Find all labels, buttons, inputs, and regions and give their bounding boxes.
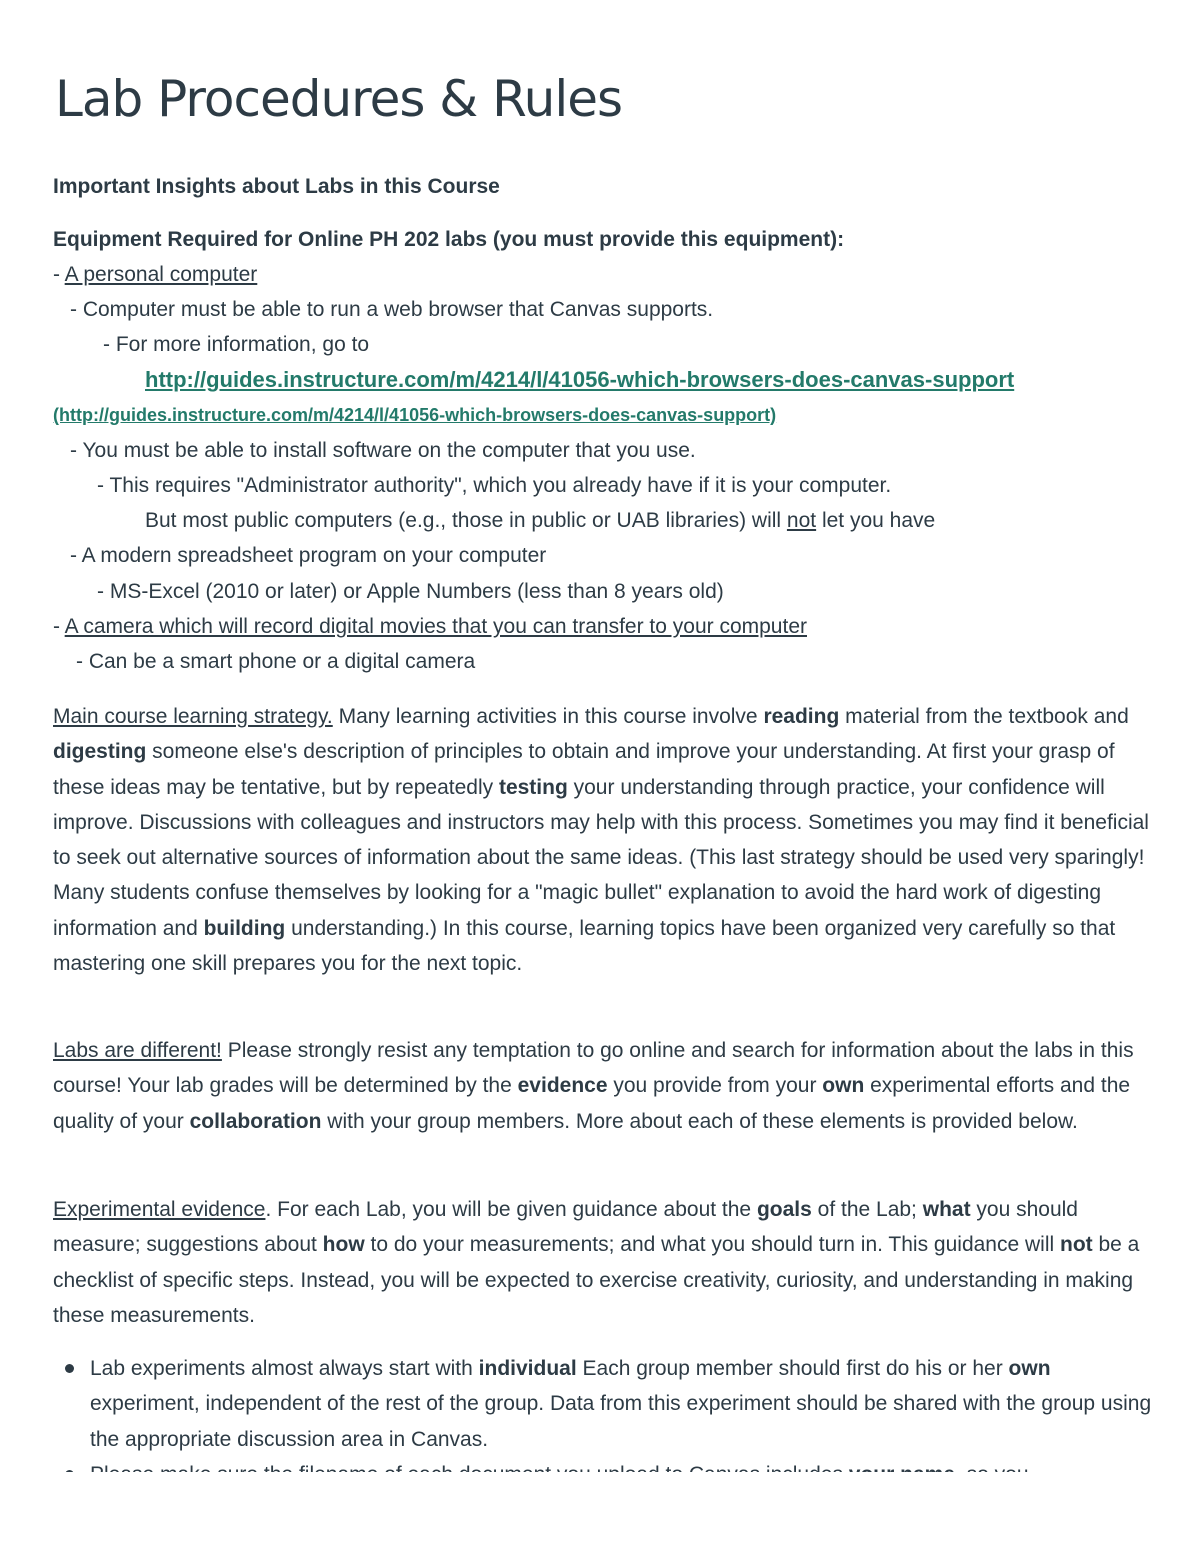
canvas-browsers-link[interactable]: http://guides.instructure.com/m/4214/l/41056-which-browsers-does-canvas-support	[145, 367, 1015, 392]
admin-authority-text: - This requires "Administrator authority", which you already have if it is your computer.	[97, 474, 892, 497]
bullet-1-text-2: Each group member should first do his or her	[576, 1357, 1009, 1380]
spreadsheet-requirement: - A modern spreadsheet program on your computer	[70, 544, 547, 567]
strategy-text-4: your understanding through practice, your confidence will improve. Discussions with colleagues and instructors may help with this process. Sometimes you may find it beneficial to seek out alternative sources of information about the same ideas. (This last strategy should be used very sparingly! Many students confuse themselves by looking for a "magic bullet" explanation to avoid the hard work of digesting information and	[53, 775, 1149, 940]
own-emphasis-2: own	[1008, 1357, 1051, 1380]
equipment-item-computer	[53, 257, 257, 292]
evidence-emphasis: evidence	[517, 1074, 608, 1098]
different-text-1: Please strongly resist any temptation to go online and search for information about the labs in this course! Your lab grades will be determined by the	[53, 1039, 1134, 1098]
digesting-emphasis: digesting	[53, 740, 147, 764]
strategy-text-5: understanding.) In this course, learning topics have been organized very carefully so that mastering one skill prepares you for the next topic.	[53, 916, 1116, 976]
strategy-text-3: someone else's description of principles to obtain and improve your understanding. At first your grasp of these ideas may be tentative, but by repeatedly	[53, 740, 1115, 799]
building-emphasis: building	[203, 916, 286, 940]
not-emphasis-bold: not	[1060, 1233, 1093, 1257]
own-emphasis: own	[822, 1074, 865, 1098]
labs-different-paragraph	[53, 1033, 1153, 1139]
evidence-label: Experimental evidence	[53, 1198, 266, 1221]
equipment-heading: Equipment Required for Online PH 202 labs (you must provide this equipment):	[53, 228, 845, 251]
spreadsheet-versions: - MS-Excel (2010 or later) or Apple Numbers (less than 8 years old)	[97, 580, 724, 603]
strategy-label: Main course learning strategy.	[53, 705, 333, 728]
testing-emphasis: testing	[498, 775, 568, 799]
dash: -	[53, 615, 65, 638]
public-computers-text	[145, 503, 935, 538]
learning-strategy-paragraph	[53, 699, 1153, 981]
strategy-text-2: material from the textbook and	[839, 705, 1129, 728]
software-requirement: - You must be able to install software on the computer that you use.	[70, 439, 696, 462]
subtitle: Important Insights about Labs in this Course	[53, 175, 500, 198]
evidence-text-1: . For each Lab, you will be given guidance about the	[265, 1198, 757, 1221]
different-text-4: with your group members. More about each of these elements is provided below.	[321, 1109, 1078, 1133]
dash: -	[53, 263, 65, 286]
different-label: Labs are different!	[53, 1039, 222, 1062]
evidence-text-5: be a checklist of specific steps. Instead, you will be expected to exercise creativity, curiosity, and understanding in making these measurements.	[53, 1233, 1140, 1327]
different-text-3: experimental efforts and the quality of your	[53, 1074, 1131, 1133]
different-text-2: you provide from your	[607, 1074, 823, 1098]
list-item	[53, 1351, 1153, 1457]
page-cutoff	[0, 1472, 1200, 1553]
bullet-1-text-1: Lab experiments almost always start with	[90, 1357, 479, 1380]
equipment-item-camera-label: A camera which will record digital movies that you can transfer to your computer	[64, 615, 807, 638]
equipment-item-computer-label: A personal computer	[64, 263, 258, 286]
camera-note: - Can be a smart phone or a digital camera	[76, 650, 476, 673]
reading-emphasis: reading	[763, 705, 840, 728]
evidence-text-4: to do your measurements; and what you should turn in. This guidance will	[364, 1233, 1060, 1257]
bullet-1-text-3: experiment, independent of the rest of the group. Data from this experiment should be shared with the group using the appropriate discussion area in Canvas.	[90, 1392, 1152, 1451]
public-computers-text-a: But most public computers (e.g., those in public or UAB libraries) will	[145, 509, 787, 532]
page-title: Lab Procedures & Rules	[55, 70, 623, 128]
equipment-item-camera	[53, 609, 807, 644]
strategy-text-1: Many learning activities in this course involve	[332, 705, 764, 728]
canvas-browsers-link-paren[interactable]: (http://guides.instructure.com/m/4214/l/41056-which-browsers-does-canvas-support)	[53, 405, 777, 425]
browser-link-paren-line	[53, 399, 776, 431]
collaboration-emphasis: collaboration	[189, 1109, 322, 1133]
browser-requirement: - Computer must be able to run a web browser that Canvas supports.	[70, 298, 714, 321]
evidence-text-2: of the Lab;	[811, 1198, 923, 1221]
bullet-dot	[65, 1364, 74, 1373]
what-emphasis: what	[922, 1198, 971, 1221]
how-emphasis: how	[322, 1233, 365, 1257]
goals-emphasis: goals	[756, 1198, 812, 1221]
individual-emphasis: individual	[478, 1357, 577, 1380]
lab-rules-list	[53, 1351, 1153, 1492]
experimental-evidence-paragraph	[53, 1192, 1153, 1333]
more-info-text: - For more information, go to	[103, 333, 370, 356]
public-computers-text-b: let you have	[816, 509, 936, 532]
not-emphasis: not	[786, 509, 817, 532]
evidence-text-3: you should measure; suggestions about	[53, 1198, 1078, 1257]
browser-link-line	[145, 362, 1014, 398]
